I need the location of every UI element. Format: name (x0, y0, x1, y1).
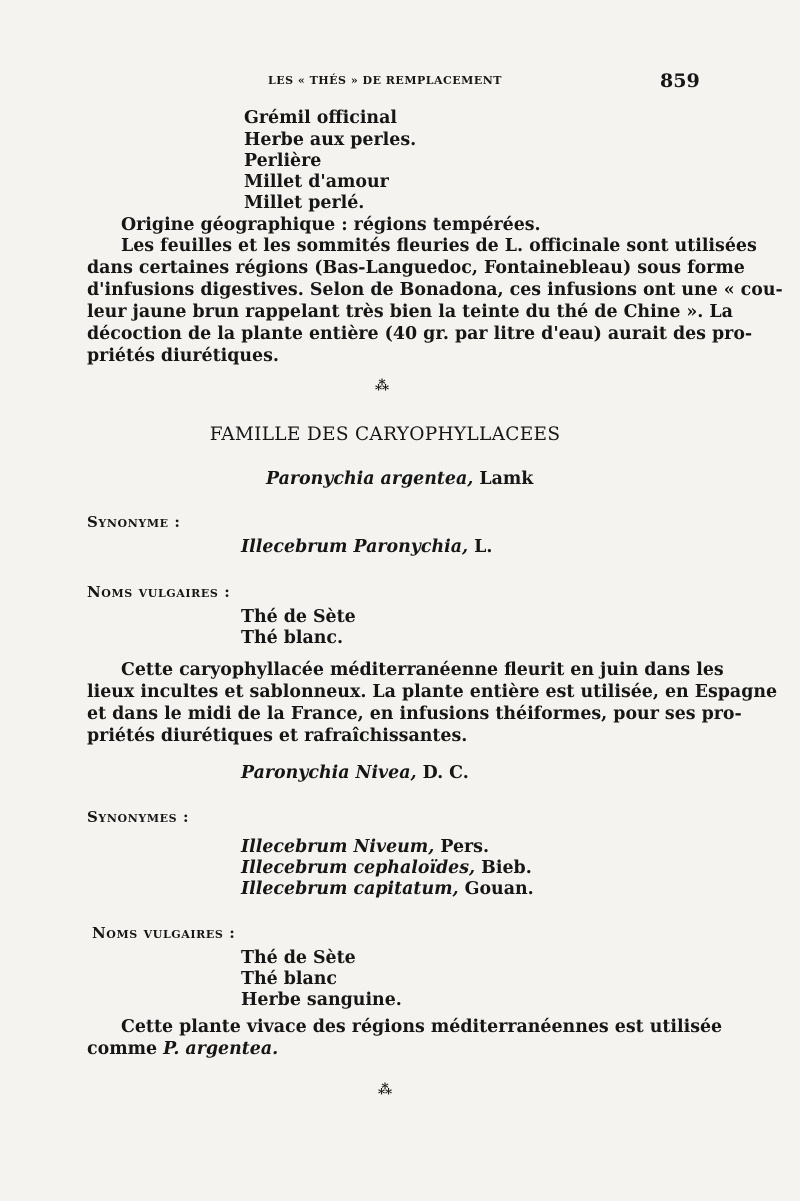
species-name: Paronychia argentea, (266, 469, 474, 489)
common-name-line: Perlière (244, 151, 322, 171)
species-title (266, 468, 533, 490)
species-author: Lamk (479, 469, 534, 489)
common-names-label: Noms vulgaires : (92, 924, 236, 942)
paragraph-line: lieux incultes et sablonneux. La plante entière est utilisée, en Espagne (87, 682, 778, 702)
synonym-entry (241, 536, 492, 558)
synonym-entry (241, 857, 532, 879)
asterism-separator: ⁂ (374, 378, 390, 394)
synonym-author: Pers. (440, 837, 490, 857)
common-name-line: Herbe aux perles. (244, 130, 417, 150)
asterism-separator-end: ⁂ (377, 1082, 393, 1098)
paragraph-text: comme (87, 1039, 158, 1059)
paragraph-line: Cette caryophyllacée méditerranéenne fleurit en juin dans les (121, 660, 724, 680)
synonym-author: L. (474, 537, 493, 557)
common-name-line: Millet d'amour (244, 172, 389, 192)
common-name-line: Herbe sanguine. (241, 990, 402, 1010)
running-header (0, 70, 800, 94)
synonym-author: Gouan. (464, 879, 534, 899)
paragraph-line: et dans le midi de la France, en infusions théiformes, pour ses pro- (87, 704, 742, 724)
synonym-name: Illecebrum Paronychia, (241, 537, 469, 557)
species-name: Paronychia Nivea, (241, 763, 417, 783)
species-author: D. C. (422, 763, 469, 783)
paragraph-usage (87, 235, 783, 367)
common-name-line: Thé blanc. (241, 628, 344, 648)
common-name-line: Grémil officinal (244, 108, 397, 128)
paragraph-species1 (87, 659, 778, 747)
common-name-line: Millet perlé. (244, 193, 365, 213)
synonyms-label: Synonymes : (87, 808, 190, 826)
common-name-line: Thé de Sète (241, 607, 356, 627)
paragraph-species2 (87, 1016, 723, 1060)
origin-line: Origine géographique : régions tempérées. (121, 215, 541, 235)
paragraph-line: dans certaines régions (Bas-Languedoc, Fontainebleau) sous forme (87, 258, 745, 278)
common-names-label: Noms vulgaires : (87, 583, 231, 601)
species-title (241, 762, 469, 784)
paragraph-line: décoction de la plante entière (40 gr. par litre d'eau) aurait des pro- (87, 324, 753, 344)
synonym-entry (241, 836, 489, 858)
synonym-name: Illecebrum capitatum, (241, 879, 459, 899)
paragraph-line (87, 1038, 686, 1060)
synonym-name: Illecebrum cephaloïdes, (241, 858, 476, 878)
paragraph-line: d'infusions digestives. Selon de Bonadona, ces infusions ont une « cou- (87, 280, 783, 300)
running-title: LES « THÉS » DE REMPLACEMENT (268, 74, 502, 87)
paragraph-line: Les feuilles et les sommités fleuries de L. officinale sont utilisées (121, 236, 757, 256)
synonym-label: Synonyme : (87, 513, 181, 531)
paragraph-line: Cette plante vivace des régions méditerranéennes est utilisée (121, 1017, 723, 1037)
species-reference: P. argentea. (163, 1039, 279, 1059)
family-heading: FAMILLE DES CARYOPHYLLACEES (209, 424, 561, 445)
common-name-line: Thé blanc (241, 969, 337, 989)
synonym-entry (241, 878, 534, 900)
paragraph-line: priétés diurétiques. (87, 346, 279, 366)
synonym-name: Illecebrum Niveum, (241, 837, 435, 857)
synonym-author: Bieb. (481, 858, 532, 878)
page-number: 859 (660, 70, 700, 92)
paragraph-line: priétés diurétiques et rafraîchissantes. (87, 726, 468, 746)
paragraph-line: leur jaune brun rappelant très bien la teinte du thé de Chine ». La (87, 302, 733, 322)
common-name-line: Thé de Sète (241, 948, 356, 968)
